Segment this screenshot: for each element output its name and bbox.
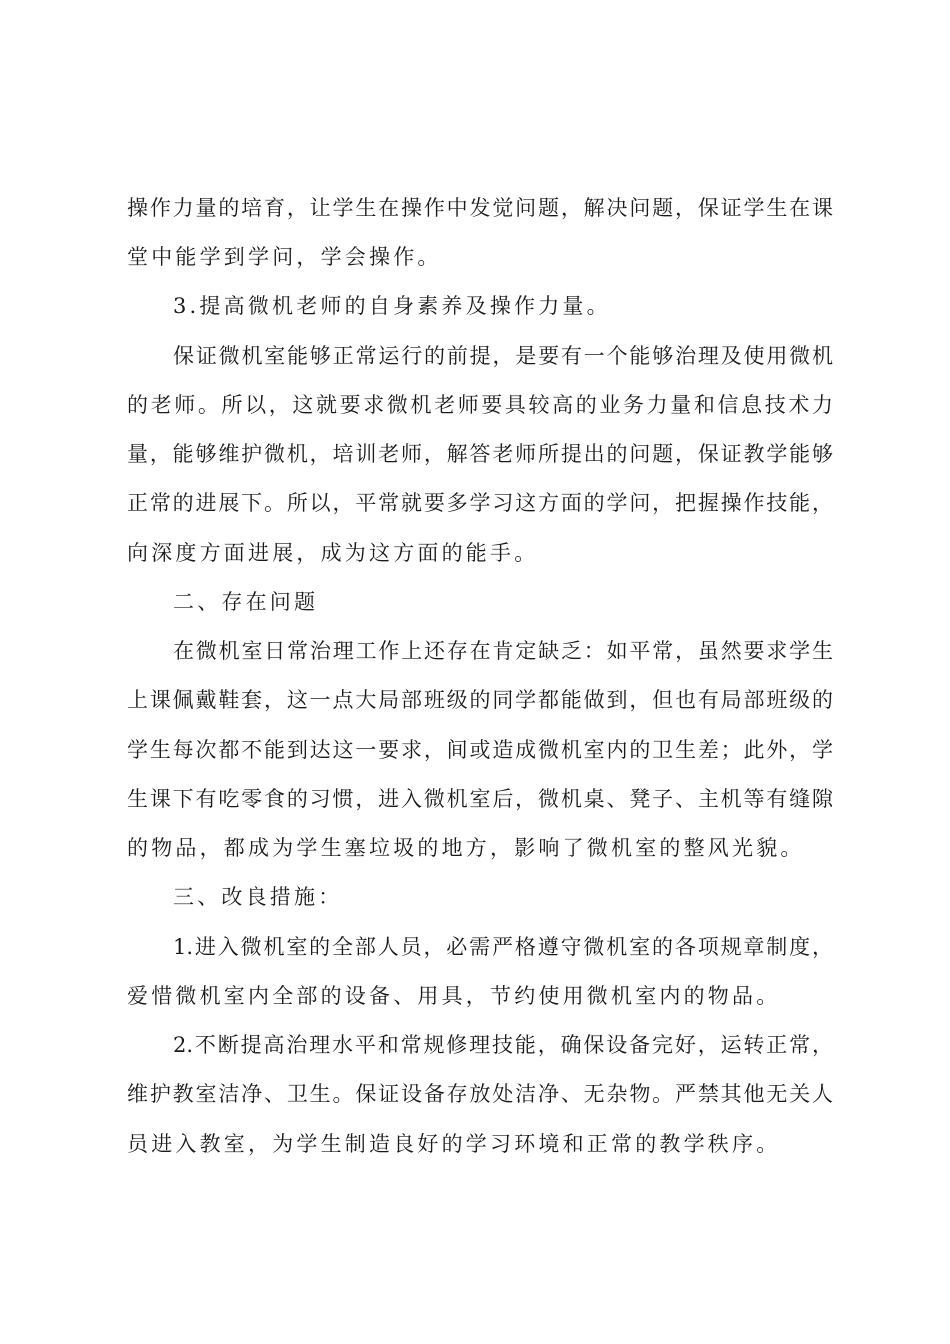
text-line: 向深度方面进展，成为这方面的能手。: [127, 541, 539, 565]
text-line: 员进入教室，为学生制造良好的学习环境和正常的教学秩序。: [127, 1132, 781, 1156]
text-line: 生课下有吃零食的习惯，进入微机室后，微机桌、凳子、主机等有缝隙: [127, 787, 833, 811]
text-line: 在微机室日常治理工作上还存在肯定缺乏：如平常，虽然要求学生: [173, 639, 833, 663]
text-line: 维护教室洁净、卫生。保证设备存放处洁净、无杂物。严禁其他无关人: [127, 1082, 833, 1106]
text-line: 堂中能学到学问，学会操作。: [127, 245, 442, 269]
text-line: 的老师。所以，这就要求微机老师要具较高的业务力量和信息技术力: [127, 393, 833, 417]
text-line: 爱惜微机室内全部的设备、用具，节约使用微机室内的物品。: [127, 984, 781, 1008]
text-line: 量，能够维护微机，培训老师，解答老师所提出的问题，保证教学能够: [127, 442, 833, 466]
text-line: 学生每次都不能到达这一要求，间或造成微机室内的卫生差；此外，学: [127, 738, 833, 762]
text-line: 2.不断提高治理水平和常规修理技能，确保设备完好，运转正常，: [173, 1033, 833, 1057]
text-line: 的物品，都成为学生塞垃圾的地方，影响了微机室的整风光貌。: [127, 836, 805, 860]
text-line: 正常的进展下。所以，平常就要多学习这方面的学问，把握操作技能，: [127, 491, 833, 515]
section-heading: 二、存在问题: [173, 590, 319, 614]
section-heading: 三、改良措施：: [173, 885, 343, 909]
text-line: 1.进入微机室的全部人员，必需严格遵守微机室的各项规章制度，: [173, 935, 833, 959]
text-line: 上课佩戴鞋套，这一点大局部班级的同学都能做到，但也有局部班级的: [127, 688, 833, 712]
text-line: 操作力量的培育，让学生在操作中发觉问题，解决问题，保证学生在课: [127, 196, 833, 220]
section-heading: 3.提高微机老师的自身素养及操作力量。: [173, 294, 611, 318]
text-line: 保证微机室能够正常运行的前提，是要有一个能够治理及使用微机: [173, 344, 833, 368]
